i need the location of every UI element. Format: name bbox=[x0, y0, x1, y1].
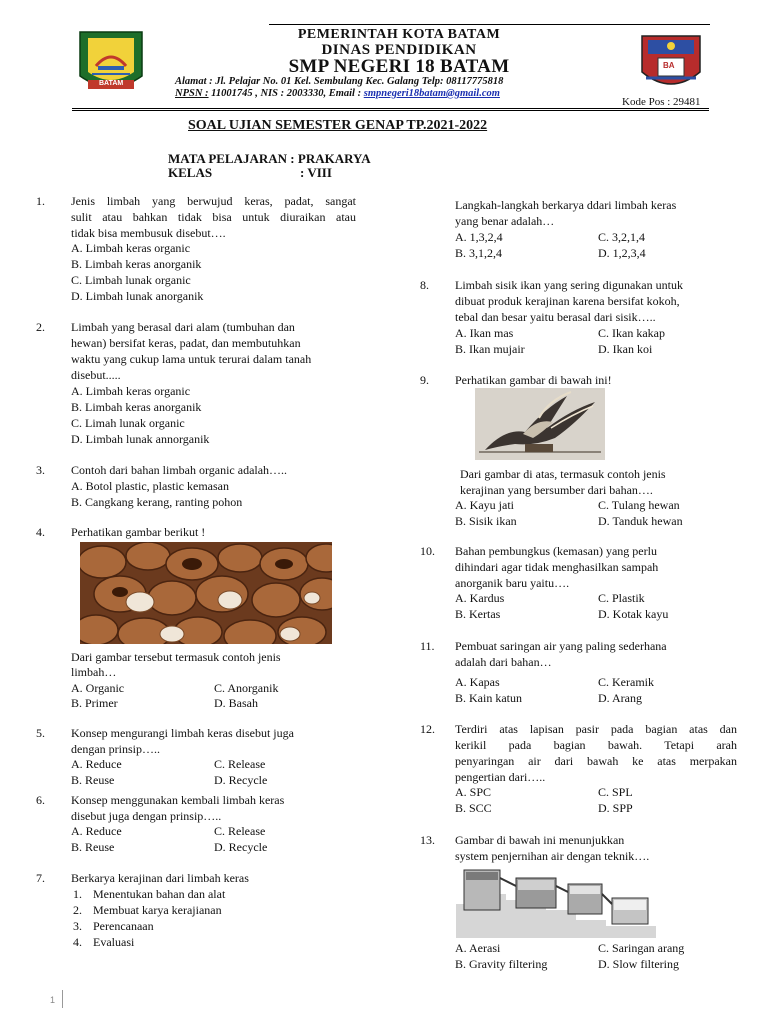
water-filter-diagram bbox=[456, 864, 656, 938]
q4-line-1: Perhatikan gambar berikut ! bbox=[71, 525, 206, 539]
q5-option-c[interactable]: C. Release bbox=[214, 757, 266, 771]
q7-step-2-number: 2. bbox=[73, 903, 82, 917]
q12-option-a[interactable]: A. SPC bbox=[455, 785, 492, 799]
q11-option-a[interactable]: A. Kapas bbox=[455, 675, 500, 689]
footer-divider bbox=[62, 990, 63, 1008]
left-logo bbox=[76, 28, 146, 96]
q2-line-3: waktu yang cukup lama untuk terurai dalam tanah bbox=[71, 352, 312, 366]
q7-step-4-number: 4. bbox=[73, 935, 82, 949]
q2-option-d[interactable]: D. Limbah lunak annorganik bbox=[71, 432, 210, 446]
q7-step-2: Membuat karya kerajianan bbox=[93, 903, 222, 917]
q10-number: 10. bbox=[420, 544, 435, 558]
q5-option-d[interactable]: D. Recycle bbox=[214, 773, 268, 787]
q7-line-1: Berkarya kerajinan dari limbah keras bbox=[71, 871, 249, 885]
q7-option-b[interactable]: B. 3,1,2,4 bbox=[455, 246, 503, 260]
q1-option-c[interactable]: C. Limbah lunak organic bbox=[71, 273, 191, 287]
q10-line-3: anorganik baru yaitu…. bbox=[455, 576, 570, 590]
header-school: SMP NEGERI 18 BATAM bbox=[288, 56, 510, 77]
q1-option-d[interactable]: D. Limbah lunak anorganik bbox=[71, 289, 204, 303]
q4-option-d[interactable]: D. Basah bbox=[214, 696, 258, 710]
q12-option-c[interactable]: C. SPL bbox=[598, 785, 633, 799]
q13-option-d[interactable]: D. Slow filtering bbox=[598, 957, 679, 971]
q5-line-1: Konsep mengurangi limbah keras disebut juga bbox=[71, 726, 294, 740]
q11-line-1: Pembuat saringan air yang paling sederhana bbox=[455, 639, 667, 653]
horn-bird-craft-image bbox=[475, 388, 605, 460]
q1-option-a[interactable]: A. Limbah keras organic bbox=[71, 241, 191, 255]
header-address: Alamat : Jl. Pelajar No. 01 Kel. Sembulang Kec. Galang Telp: 08117775818 bbox=[175, 76, 504, 87]
q13-line-1: Gambar di bawah ini menunjukkan bbox=[455, 833, 625, 847]
q7-step-3-number: 3. bbox=[73, 919, 82, 933]
q5-option-a[interactable]: A. Reduce bbox=[71, 757, 122, 771]
left-logo-text: BATAM bbox=[99, 80, 124, 87]
page-number: 1 bbox=[50, 995, 56, 1005]
q1-number: 1. bbox=[36, 194, 45, 208]
exam-title: SOAL UJIAN SEMESTER GENAP TP.2021-2022 bbox=[188, 118, 488, 133]
q10-option-d[interactable]: D. Kotak kayu bbox=[598, 607, 669, 621]
q10-option-a[interactable]: A. Kardus bbox=[455, 591, 505, 605]
q6-line-2: disebut juga dengan prinsip….. bbox=[71, 809, 222, 823]
q2-option-b[interactable]: B. Limbah keras anorganik bbox=[71, 400, 202, 414]
q7-option-a[interactable]: A. 1,3,2,4 bbox=[455, 230, 503, 244]
q5-option-b[interactable]: B. Reuse bbox=[71, 773, 115, 787]
q9-number: 9. bbox=[420, 373, 429, 387]
class-value: : VIII bbox=[300, 165, 332, 180]
header-dept: DINAS PENDIDIKAN bbox=[321, 42, 477, 58]
q4-number: 4. bbox=[36, 525, 45, 539]
q4-option-b[interactable]: B. Primer bbox=[71, 696, 118, 710]
q7-option-c[interactable]: C. 3,2,1,4 bbox=[598, 230, 646, 244]
q12-line-4: pengertian dari….. bbox=[455, 770, 546, 784]
q1-line-1: Jenis limbah yang berwujud keras, padat, sangat bbox=[71, 194, 356, 208]
q8-option-d[interactable]: D. Ikan koi bbox=[598, 342, 653, 356]
q7-number: 7. bbox=[36, 871, 45, 885]
q11-line-2: adalah dari bahan… bbox=[455, 655, 552, 669]
q3-number: 3. bbox=[36, 463, 45, 477]
q10-line-1: Bahan pembungkus (kemasan) yang perlu bbox=[455, 544, 657, 558]
q6-line-1: Konsep menggunakan kembali limbah keras bbox=[71, 793, 285, 807]
q6-option-b[interactable]: B. Reuse bbox=[71, 840, 115, 854]
header-top-line bbox=[269, 24, 710, 25]
npsn-label: NPSN : bbox=[175, 88, 209, 99]
q8-line-3: tebal dan besar yaitu berasal dari sisik….. bbox=[455, 310, 656, 324]
header-postal: Kode Pos : 29481 bbox=[622, 96, 701, 108]
q9-line-3: kerajinan yang bersumber dari bahan…. bbox=[460, 483, 653, 497]
q11-option-b[interactable]: B. Kain katun bbox=[455, 691, 522, 705]
q6-number: 6. bbox=[36, 793, 45, 807]
q12-option-b[interactable]: B. SCC bbox=[455, 801, 492, 815]
q13-line-2: system penjernihan air dengan teknik…. bbox=[455, 849, 650, 863]
q12-line-2: kerikil pada bagian bawah. Tetapi arah bbox=[455, 738, 737, 752]
q11-option-d[interactable]: D. Arang bbox=[598, 691, 642, 705]
q13-option-b[interactable]: B. Gravity filtering bbox=[455, 957, 548, 971]
q12-line-1: Terdiri atas lapisan pasir pada bagian atas dan bbox=[455, 722, 737, 736]
q6-option-c[interactable]: C. Release bbox=[214, 824, 266, 838]
q1-line-3: tidak bisa membusuk disebut…. bbox=[71, 226, 226, 240]
q9-line-2: Dari gambar di atas, termasuk contoh jenis bbox=[460, 467, 666, 481]
q2-number: 2. bbox=[36, 320, 45, 334]
q10-option-c[interactable]: C. Plastik bbox=[598, 591, 645, 605]
q11-number: 11. bbox=[420, 639, 435, 653]
q9-option-b[interactable]: B. Sisik ikan bbox=[455, 514, 517, 528]
q10-option-b[interactable]: B. Kertas bbox=[455, 607, 501, 621]
subject-label: MATA PELAJARAN : PRAKARYA bbox=[168, 151, 371, 166]
q10-line-2: dihindari agar tidak menghasilkan sampah bbox=[455, 560, 659, 574]
email-link[interactable]: smpnegeri18batam@gmail.com bbox=[363, 88, 500, 99]
q6-option-d[interactable]: D. Recycle bbox=[214, 840, 268, 854]
q13-option-a[interactable]: A. Aerasi bbox=[455, 941, 501, 955]
q8-line-2: dibuat produk kerajinan karena bersifat kokoh, bbox=[455, 294, 680, 308]
q3-line-1: Contoh dari bahan limbah organic adalah….. bbox=[71, 463, 288, 477]
q8-option-c[interactable]: C. Ikan kakap bbox=[598, 326, 665, 340]
q3-option-a[interactable]: A. Botol plastic, plastic kemasan bbox=[71, 479, 229, 493]
q12-number: 12. bbox=[420, 722, 435, 736]
q8-line-1: Limbah sisik ikan yang sering digunakan untuk bbox=[455, 278, 683, 292]
q9-line-1: Perhatikan gambar di bawah ini! bbox=[455, 373, 612, 387]
q12-line-3: penyaringan air dari bawah ke atas merpakan bbox=[455, 754, 737, 768]
coconut-shells-image bbox=[80, 542, 332, 644]
q7-step-1: Menentukan bahan dan alat bbox=[93, 887, 226, 901]
header-gov: PEMERINTAH KOTA BATAM bbox=[297, 27, 501, 42]
q2-option-c[interactable]: C. Limah lunak organic bbox=[71, 416, 185, 430]
npsn-values: 11001745 , NIS : 2003330, Email : bbox=[208, 88, 364, 99]
q8-number: 8. bbox=[420, 278, 429, 292]
q8-option-a[interactable]: A. Ikan mas bbox=[455, 326, 514, 340]
class-label: KELAS bbox=[168, 165, 213, 180]
header-npsn bbox=[175, 88, 500, 99]
q9-option-d[interactable]: D. Tanduk hewan bbox=[598, 514, 683, 528]
q2-line-1: Limbah yang berasal dari alam (tumbuhan dan bbox=[71, 320, 295, 334]
q13-option-c[interactable]: C. Saringan arang bbox=[598, 941, 685, 955]
q5-number: 5. bbox=[36, 726, 45, 740]
q7-line-3: yang benar adalah… bbox=[455, 214, 555, 228]
q1-line-2: sulit atau bahkan tidak bisa untuk diuraikan atau bbox=[71, 210, 356, 224]
q11-option-c[interactable]: C. Keramik bbox=[598, 675, 654, 689]
q6-option-a[interactable]: A. Reduce bbox=[71, 824, 122, 838]
q2-line-4: disebut..... bbox=[71, 368, 121, 382]
q2-line-2: hewan) bersifat keras, padat, dan membutuhkan bbox=[71, 336, 301, 350]
q4-line-2: Dari gambar tersebut termasuk contoh jenis bbox=[71, 650, 281, 664]
right-logo-text: BA bbox=[663, 61, 675, 70]
q12-option-d[interactable]: D. SPP bbox=[598, 801, 633, 815]
q4-option-c[interactable]: C. Anorganik bbox=[214, 681, 279, 695]
q3-option-b[interactable]: B. Cangkang kerang, ranting pohon bbox=[71, 495, 243, 509]
q4-line-3: limbah… bbox=[71, 665, 117, 679]
q13-number: 13. bbox=[420, 833, 435, 847]
q4-option-a[interactable]: A. Organic bbox=[71, 681, 125, 695]
q9-option-a[interactable]: A. Kayu jati bbox=[455, 498, 514, 512]
q2-option-a[interactable]: A. Limbah keras organic bbox=[71, 384, 191, 398]
q7-step-4: Evaluasi bbox=[93, 935, 135, 949]
right-logo bbox=[638, 32, 704, 94]
q7-option-d[interactable]: D. 1,2,3,4 bbox=[598, 246, 646, 260]
q7-step-3: Perencanaan bbox=[93, 919, 154, 933]
q5-line-2: dengan prinsip….. bbox=[71, 742, 160, 756]
q8-option-b[interactable]: B. Ikan mujair bbox=[455, 342, 525, 356]
q1-option-b[interactable]: B. Limbah keras anorganik bbox=[71, 257, 202, 271]
q7-step-1-number: 1. bbox=[73, 887, 82, 901]
q9-option-c[interactable]: C. Tulang hewan bbox=[598, 498, 680, 512]
header-bottom-line bbox=[72, 108, 709, 111]
q7-line-2: Langkah-langkah berkarya ddari limbah keras bbox=[455, 198, 677, 212]
